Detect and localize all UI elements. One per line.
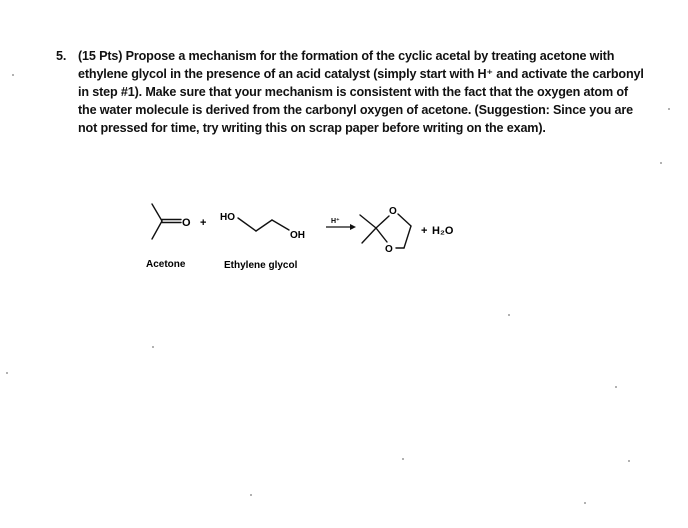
plus-sign-2: + <box>421 225 428 237</box>
glycol-oh-label: OH <box>290 230 305 241</box>
scan-speck <box>6 372 8 374</box>
scan-speck <box>402 458 404 460</box>
ethylene-glycol-structure <box>238 218 289 231</box>
question-text-line-1: (15 Pts) Propose a mechanism for the formation of the cyclic acetal by treating acetone with <box>78 49 615 63</box>
scan-speck <box>250 494 252 496</box>
scan-speck <box>628 460 630 462</box>
plus-sign-1: + <box>200 217 207 229</box>
scan-speck <box>615 386 617 388</box>
question-number: 5. <box>56 49 67 63</box>
acetone-caption: Acetone <box>146 259 186 270</box>
glycol-ho-label: HO <box>220 212 235 223</box>
acetone-oxygen-label: O <box>182 217 191 229</box>
water-formula: H₂O <box>432 225 454 237</box>
question-line-5: not pressed for time, try writing this on scrap paper before writing on the exam). <box>78 121 546 135</box>
scan-speck <box>12 74 14 76</box>
question-line-4: the water molecule is derived from the carbonyl oxygen of acetone. (Suggestion: Since you are <box>78 103 634 117</box>
scan-speck <box>660 162 662 164</box>
question-line-3: in step #1). Make sure that your mechanism is consistent with the fact that the oxygen atom of <box>78 85 628 99</box>
scan-speck <box>584 502 586 504</box>
ring-oxygen-top: O <box>389 206 397 217</box>
scan-speck <box>152 346 154 348</box>
acid-catalyst-label: H⁺ <box>331 218 340 225</box>
cyclic-acetal-structure <box>360 214 411 248</box>
acetone-structure <box>152 204 181 239</box>
ring-oxygen-bottom: O <box>385 244 393 255</box>
question-line-2: ethylene glycol in the presence of an acid catalyst (simply start with H⁺ and activate the carbonyl <box>78 67 644 81</box>
scan-speck <box>508 314 510 316</box>
scan-speck <box>668 108 670 110</box>
ethylene-glycol-caption: Ethylene glycol <box>224 260 298 271</box>
